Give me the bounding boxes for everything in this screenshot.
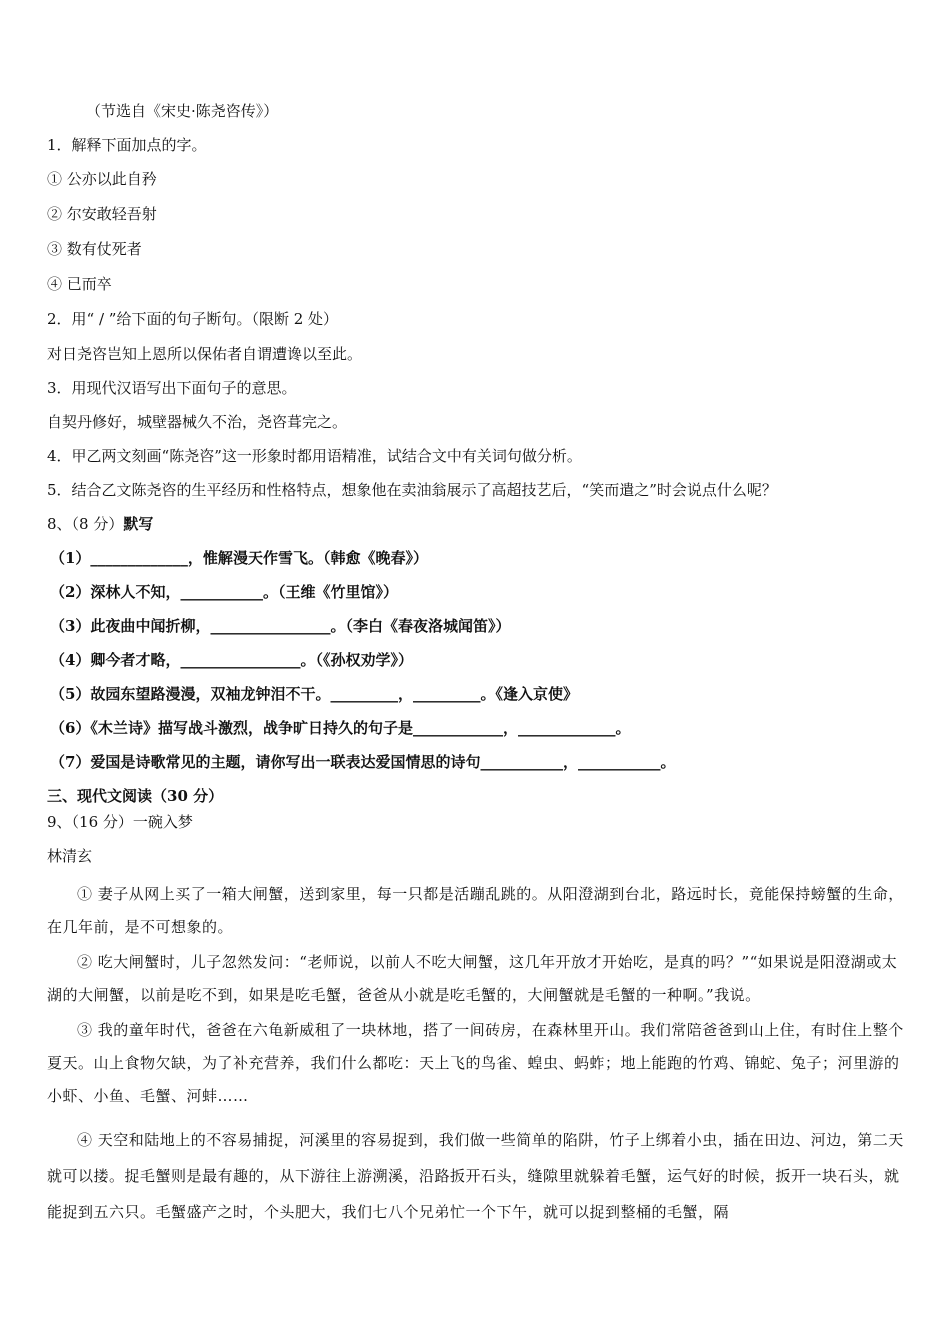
article-paragraph-2: ② 吃大闸蟹时，儿子忽然发问：“老师说，以前人不吃大闸蟹，这几年开放才开始吃，是真的吗？”“如果说是阳澄湖或太湖的大闸蟹，以前是吃不到，如果是吃毛蟹，爸爸从小就是吃毛蟹的，大闸蟹就是毛蟹的一种啊。”我说。 xyxy=(47,953,898,1004)
item-1-3: ③ 数有仗死者 xyxy=(47,240,142,258)
dictation-item-4: （4）卿今者才略，________________。（《孙权劝学》） xyxy=(50,651,413,669)
item-1-2: ② 尔安敢轻吾射 xyxy=(47,205,157,223)
question-8-title: 默写 xyxy=(123,515,154,533)
question-9-prefix: 9、（16 分） xyxy=(47,813,133,831)
dictation-item-3: （3）此夜曲中闻折柳，________________。（李白《春夜洛城闻笛》） xyxy=(50,617,511,635)
article-paragraph-4: ④ 天空和陆地上的不容易捕捉，河溪里的容易捉到，我们做一些简单的陷阱，竹子上绑着小虫，插在田边、河边，第二天就可以搂。捉毛蟹则是最有趣的，从下游往上游溯溪，沿路扳开石头，缝隙里就躲着毛蟹，运气好的时候，扳开一块石头，就能捉到五六只。毛蟹盛产之时，个头肥大，我们七八个兄弟忙一个下午，就可以捉到整桶的毛蟹，隔 xyxy=(47,1131,904,1221)
dictation-item-1: （1）_____________，惟解漫天作雪飞。（韩愈《晚春》） xyxy=(50,549,428,567)
dictation-item-5: （5）故园东望路漫漫，双袖龙钟泪不干。_________，_________。《逢入京使》 xyxy=(50,685,578,703)
question-1: 1．解释下面加点的字。 xyxy=(47,136,207,154)
dictation-item-7: （7）爱国是诗歌常见的主题，请你写出一联表达爱国情思的诗句___________，___________。 xyxy=(50,753,676,771)
article-paragraph-1: ① 妻子从网上买了一箱大闸蟹，送到家里，每一只都是活蹦乱跳的。从阳澄湖到台北，路远时长，竟能保持螃蟹的生命，在几年前，是不可想象的。 xyxy=(47,885,904,936)
article-paragraph-3: ③ 我的童年时代，爸爸在六龟新威租了一块林地，搭了一间砖房，在森林里开山。我们常陪爸爸到山上住，有时住上整个夏天。山上食物欠缺，为了补充营养，我们什么都吃：天上飞的鸟雀、蝗虫、蚂蚱；地上能跑的竹鸡、锦蛇、兔子；河里游的小虾、小鱼、毛蟹、河蚌…… xyxy=(47,1021,904,1105)
article-author: 林清玄 xyxy=(47,847,93,865)
source-line: （节选自《宋史·陈尧咨传》） xyxy=(86,102,279,120)
dictation-item-6: （6）《木兰诗》描写战斗激烈，战争旷日持久的句子是____________，_____________。 xyxy=(50,719,631,737)
section-3-heading: 三、现代文阅读（30 分） xyxy=(47,787,224,805)
question-4: 4．甲乙两文刻画“陈尧咨”这一形象时都用语精准，试结合文中有关词句做分析。 xyxy=(47,447,582,465)
question-5: 5．结合乙文陈尧咨的生平经历和性格特点，想象他在卖油翁展示了高超技艺后，“笑而遣之”时会说点什么呢？ xyxy=(47,481,777,499)
question-8-prefix: 8、（8 分） xyxy=(47,515,124,533)
question-9-header xyxy=(47,812,193,832)
question-3: 3．用现代汉语写出下面句子的意思。 xyxy=(47,379,297,397)
item-1-1: ① 公亦以此自矜 xyxy=(47,170,157,188)
question-3-sentence: 自契丹修好，城壁器械久不治，尧咨葺完之。 xyxy=(47,413,348,431)
article-title: 一碗入梦 xyxy=(132,813,193,831)
dictation-item-2: （2）深林人不知，___________。（王维《竹里馆》） xyxy=(50,583,398,601)
question-2: 2．用“ / ”给下面的句子断句。（限断 2 处） xyxy=(47,310,339,328)
question-8-header xyxy=(47,514,153,534)
item-1-4: ④ 已而卒 xyxy=(47,275,112,293)
question-2-sentence: 对日尧咨岂知上恩所以保佑者自谓遭谗以至此。 xyxy=(47,345,363,363)
